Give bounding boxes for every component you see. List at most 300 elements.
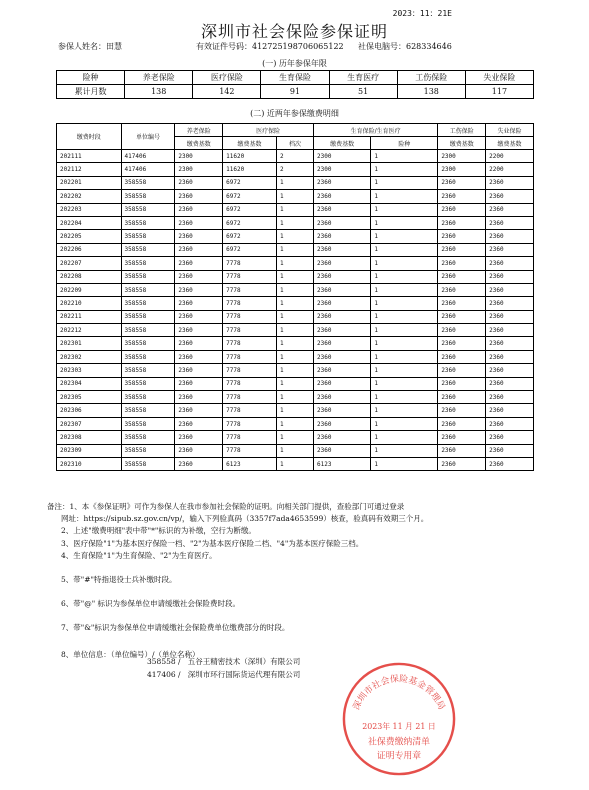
detail-row (57, 404, 534, 417)
maternity-base-cell: 2300 (314, 150, 371, 163)
detail-row (57, 216, 534, 229)
detail-row (57, 203, 534, 216)
period-header: 缴费时段 (57, 124, 122, 150)
unit-code-cell: 358558 (121, 404, 175, 417)
pension-base-cell: 2300 (175, 150, 223, 163)
pension-base-cell: 2360 (175, 257, 223, 270)
period-cell: 202204 (57, 216, 122, 229)
medical-grade-cell: 1 (276, 377, 313, 390)
maternity-base-cell: 2360 (314, 377, 371, 390)
period-cell: 202210 (57, 297, 122, 310)
detail-header-row (57, 124, 534, 137)
injury-base-cell: 2360 (438, 444, 486, 457)
maternity-base-cell: 2360 (314, 203, 371, 216)
unit-code-cell: 358558 (121, 431, 175, 444)
injury-base-cell: 2360 (438, 230, 486, 243)
grade-header: 档次 (276, 137, 313, 150)
base-header: 缴费基数 (438, 137, 486, 150)
maternity-type-cell: 1 (371, 310, 438, 323)
detail-row (57, 257, 534, 270)
note-4: 4、生育保险"1"为生育保险、"2"为生育医疗。 (61, 550, 217, 560)
id-number: 有效证件号码：412725198706065122 (196, 42, 344, 51)
maternity-type-cell: 1 (371, 190, 438, 203)
maternity-base-cell: 2360 (314, 216, 371, 229)
pension-base-cell: 2360 (175, 270, 223, 283)
summary-section-title: (一) 历年参保年限 (262, 59, 327, 68)
detail-row (57, 297, 534, 310)
unit-code-cell: 358558 (121, 283, 175, 296)
summary-header-cell: 险种 (57, 71, 125, 85)
pension-base-cell: 2360 (175, 391, 223, 404)
maternity-type-cell: 1 (371, 283, 438, 296)
unemployment-base-cell: 2360 (486, 350, 534, 363)
medical-base-cell: 6972 (223, 190, 277, 203)
injury-base-cell: 2360 (438, 283, 486, 296)
summary-table (56, 70, 534, 99)
period-cell: 202112 (57, 163, 122, 176)
unit-code: 417406 / (147, 669, 181, 679)
unemployment-base-cell: 2360 (486, 417, 534, 430)
medical-grade-cell: 2 (276, 163, 313, 176)
unemployment-base-cell: 2360 (486, 216, 534, 229)
medical-base-cell: 7778 (223, 297, 277, 310)
injury-base-cell: 2360 (438, 216, 486, 229)
injury-base-cell: 2360 (438, 337, 486, 350)
medical-base-cell: 7778 (223, 283, 277, 296)
injury-base-cell: 2360 (438, 190, 486, 203)
maternity-base-cell: 6123 (314, 457, 371, 470)
medical-base-cell: 7778 (223, 350, 277, 363)
maternity-base-cell: 2360 (314, 324, 371, 337)
pension-base-cell: 2360 (175, 283, 223, 296)
period-cell: 202207 (57, 257, 122, 270)
unit-name: 深圳市环行国际货运代理有限公司 (187, 669, 301, 679)
maternity-type-cell: 1 (371, 377, 438, 390)
notes-block (47, 501, 527, 661)
summary-cell: 138 (397, 85, 465, 99)
note-5: 5、带"#"特指退役士兵补缴时段。 (61, 575, 177, 585)
medical-base-cell: 7778 (223, 417, 277, 430)
maternity-base-cell: 2360 (314, 431, 371, 444)
unemployment-base-cell: 2360 (486, 404, 534, 417)
injury-base-cell: 2360 (438, 203, 486, 216)
pension-base-cell: 2360 (175, 444, 223, 457)
injury-base-cell: 2360 (438, 310, 486, 323)
medical-base-cell: 7778 (223, 324, 277, 337)
period-cell: 202111 (57, 150, 122, 163)
unit-code-cell: 358558 (121, 243, 175, 256)
summary-cell: 累计月数 (57, 85, 125, 99)
unit-list (147, 656, 300, 681)
summary-header-cell: 失业保险 (465, 71, 533, 85)
maternity-header: 生育保险/生育医疗 (314, 124, 438, 137)
maternity-base-cell: 2360 (314, 176, 371, 189)
medical-base-cell: 7778 (223, 377, 277, 390)
medical-base-cell: 7778 (223, 431, 277, 444)
medical-grade-cell: 1 (276, 216, 313, 229)
pension-base-cell: 2360 (175, 377, 223, 390)
medical-base-cell: 7778 (223, 444, 277, 457)
medical-grade-cell: 1 (276, 283, 313, 296)
medical-base-cell: 6123 (223, 457, 277, 470)
seal-line-2: 证明专用章 (376, 751, 422, 762)
period-cell: 202308 (57, 431, 122, 444)
detail-row (57, 431, 534, 444)
maternity-type-cell: 1 (371, 163, 438, 176)
injury-base-cell: 2360 (438, 324, 486, 337)
pension-header: 养老保险 (175, 124, 223, 137)
injury-base-cell: 2360 (438, 457, 486, 470)
medical-base-cell: 7778 (223, 270, 277, 283)
period-cell: 202201 (57, 176, 122, 189)
maternity-base-cell: 2360 (314, 391, 371, 404)
note-2: 2、上述"缴费明细"表中带"*"标识的为补缴，空行为断缴。 (61, 526, 256, 536)
unemployment-base-cell: 2360 (486, 257, 534, 270)
maternity-base-cell: 2300 (314, 163, 371, 176)
detail-row (57, 457, 534, 470)
pension-base-cell: 2360 (175, 417, 223, 430)
seal-line-1: 社保费缴纳清单 (368, 737, 430, 748)
unemployment-base-cell: 2360 (486, 176, 534, 189)
medical-grade-cell: 1 (276, 350, 313, 363)
injury-base-cell: 2360 (438, 364, 486, 377)
maternity-type-cell: 1 (371, 404, 438, 417)
unit-code-cell: 358558 (121, 190, 175, 203)
detail-row (57, 310, 534, 323)
medical-grade-cell: 1 (276, 404, 313, 417)
unemployment-base-cell: 2360 (486, 431, 534, 444)
pension-base-cell: 2360 (175, 297, 223, 310)
medical-base-cell: 7778 (223, 364, 277, 377)
medical-grade-cell: 1 (276, 257, 313, 270)
detail-section-title: (二) 近两年参保缴费明细 (250, 109, 339, 118)
medical-grade-cell: 1 (276, 230, 313, 243)
note-7: 7、带"&"标识为参保单位申请缓缴社会保险费单位缴费部分的时段。 (61, 623, 290, 633)
unit-code-cell: 358558 (121, 216, 175, 229)
injury-base-cell: 2360 (438, 176, 486, 189)
pension-base-cell: 2360 (175, 324, 223, 337)
period-cell: 202206 (57, 243, 122, 256)
pension-base-cell: 2360 (175, 230, 223, 243)
period-cell: 202309 (57, 444, 122, 457)
unemployment-base-cell: 2360 (486, 324, 534, 337)
unemployment-base-cell: 2360 (486, 364, 534, 377)
pension-base-cell: 2360 (175, 176, 223, 189)
medical-grade-cell: 1 (276, 391, 313, 404)
base-header: 缴费基数 (486, 137, 534, 150)
maternity-base-cell: 2360 (314, 337, 371, 350)
unemployment-base-cell: 2360 (486, 243, 534, 256)
unit-code-cell: 358558 (121, 257, 175, 270)
unemployment-base-cell: 2360 (486, 230, 534, 243)
maternity-type-cell: 1 (371, 431, 438, 444)
injury-base-cell: 2360 (438, 257, 486, 270)
unit-code-cell: 358558 (121, 297, 175, 310)
period-cell: 202208 (57, 270, 122, 283)
unit-code-cell: 417406 (121, 150, 175, 163)
period-cell: 202301 (57, 337, 122, 350)
maternity-base-cell: 2360 (314, 444, 371, 457)
medical-base-cell: 7778 (223, 310, 277, 323)
medical-grade-cell: 1 (276, 444, 313, 457)
unemployment-base-cell: 2360 (486, 391, 534, 404)
detail-row (57, 364, 534, 377)
unemployment-base-cell: 2360 (486, 270, 534, 283)
period-cell: 202303 (57, 364, 122, 377)
insured-name: 参保人姓名：田慧 (58, 42, 122, 51)
pension-base-cell: 2360 (175, 431, 223, 444)
medical-base-cell: 6972 (223, 243, 277, 256)
maternity-type-cell: 1 (371, 337, 438, 350)
detail-row (57, 444, 534, 457)
medical-grade-cell: 1 (276, 417, 313, 430)
unit-code-cell: 358558 (121, 203, 175, 216)
maternity-type-cell: 1 (371, 243, 438, 256)
base-header: 缴费基数 (223, 137, 277, 150)
medical-grade-cell: 1 (276, 310, 313, 323)
unit-code-cell: 358558 (121, 310, 175, 323)
injury-header: 工伤保险 (438, 124, 486, 137)
pension-base-cell: 2360 (175, 203, 223, 216)
injury-base-cell: 2300 (438, 163, 486, 176)
pension-base-cell: 2360 (175, 243, 223, 256)
unit-code-cell: 358558 (121, 176, 175, 189)
period-cell: 202310 (57, 457, 122, 470)
note-3: 3、医疗保险"1"为基本医疗保险一档、"2"为基本医疗保险二档、"4"为基本医疗保险三档。 (61, 538, 364, 548)
unemployment-base-cell: 2360 (486, 457, 534, 470)
pension-base-cell: 2360 (175, 190, 223, 203)
period-cell: 202211 (57, 310, 122, 323)
summary-header-cell: 养老保险 (125, 71, 193, 85)
unit-code-cell: 358558 (121, 270, 175, 283)
detail-row (57, 417, 534, 430)
injury-base-cell: 2300 (438, 150, 486, 163)
pension-base-cell: 2360 (175, 337, 223, 350)
detail-row (57, 283, 534, 296)
detail-row (57, 176, 534, 189)
note-8: 8、单位信息：（单位编号）/（单位名称） (61, 649, 200, 659)
unemployment-header: 失业保险 (486, 124, 534, 137)
detail-row (57, 230, 534, 243)
medical-grade-cell: 1 (276, 297, 313, 310)
medical-grade-cell: 1 (276, 324, 313, 337)
unemployment-base-cell: 2200 (486, 150, 534, 163)
note-6: 6、带"@" 标识为参保单位申请缓缴社会保险费时段。 (61, 599, 241, 609)
injury-base-cell: 2360 (438, 377, 486, 390)
injury-base-cell: 2360 (438, 350, 486, 363)
injury-base-cell: 2360 (438, 417, 486, 430)
maternity-base-cell: 2360 (314, 297, 371, 310)
summary-cell: 117 (465, 85, 533, 99)
medical-base-cell: 7778 (223, 391, 277, 404)
unit-code-header: 单位编号 (121, 124, 175, 150)
summary-cell: 51 (329, 85, 397, 99)
period-cell: 202203 (57, 203, 122, 216)
detail-row (57, 391, 534, 404)
unit-code-cell: 358558 (121, 230, 175, 243)
pension-base-cell: 2360 (175, 350, 223, 363)
social-security-number: 社保电脑号：628334646 (358, 42, 452, 51)
maternity-type-cell: 1 (371, 216, 438, 229)
period-cell: 202212 (57, 324, 122, 337)
summary-value-row (57, 85, 534, 99)
maternity-base-cell: 2360 (314, 364, 371, 377)
maternity-type-cell: 1 (371, 324, 438, 337)
medical-grade-cell: 1 (276, 337, 313, 350)
maternity-type-cell: 1 (371, 350, 438, 363)
medical-base-cell: 6972 (223, 176, 277, 189)
maternity-base-cell: 2360 (314, 230, 371, 243)
injury-base-cell: 2360 (438, 391, 486, 404)
pension-base-cell: 2360 (175, 310, 223, 323)
unit-name: 五谷王精密技术（深圳）有限公司 (187, 657, 301, 666)
detail-row (57, 150, 534, 163)
summary-header-cell: 生育保险 (261, 71, 329, 85)
unemployment-base-cell: 2360 (486, 190, 534, 203)
detail-row (57, 324, 534, 337)
detail-row (57, 190, 534, 203)
period-cell: 202205 (57, 230, 122, 243)
medical-grade-cell: 1 (276, 270, 313, 283)
risk-type-header: 险种 (371, 137, 438, 150)
note-1-verification: 网址：https://sipub.sz.gov.cn/vp/，输入下列验真码（3357f7ada4653599）核查，验真码有效期三个月。 (61, 514, 429, 524)
period-cell: 202306 (57, 404, 122, 417)
maternity-type-cell: 1 (371, 270, 438, 283)
maternity-type-cell: 1 (371, 417, 438, 430)
maternity-base-cell: 2360 (314, 257, 371, 270)
seal-ring-text: 深圳市社会保险基金管理局 (351, 674, 447, 712)
seal-date: 2023年 11 月 21 日 (362, 721, 436, 731)
unemployment-base-cell: 2360 (486, 283, 534, 296)
unemployment-base-cell: 2360 (486, 297, 534, 310)
medical-base-cell: 7778 (223, 337, 277, 350)
period-cell: 202209 (57, 283, 122, 296)
maternity-base-cell: 2360 (314, 310, 371, 323)
maternity-base-cell: 2360 (314, 270, 371, 283)
summary-cell: 142 (193, 85, 261, 99)
medical-header: 医疗保险 (223, 124, 314, 137)
maternity-base-cell: 2360 (314, 190, 371, 203)
period-cell: 202304 (57, 377, 122, 390)
medical-base-cell: 11620 (223, 163, 277, 176)
maternity-type-cell: 1 (371, 203, 438, 216)
medical-grade-cell: 2 (276, 150, 313, 163)
injury-base-cell: 2360 (438, 297, 486, 310)
detail-row (57, 163, 534, 176)
note-1: 备注：1、本《参保证明》可作为参保人在我市参加社会保险的证明。向相关部门提供，查验部门可通过登录 (47, 502, 405, 511)
maternity-type-cell: 1 (371, 176, 438, 189)
unemployment-base-cell: 2360 (486, 310, 534, 323)
unit-code-cell: 358558 (121, 391, 175, 404)
maternity-type-cell: 1 (371, 364, 438, 377)
summary-header-row (57, 71, 534, 85)
contribution-detail-table (56, 123, 534, 471)
summary-header-cell: 医疗保险 (193, 71, 261, 85)
detail-row (57, 270, 534, 283)
pension-base-cell: 2360 (175, 216, 223, 229)
medical-base-cell: 6972 (223, 216, 277, 229)
maternity-type-cell: 1 (371, 150, 438, 163)
unit-code-cell: 358558 (121, 364, 175, 377)
official-seal-stamp (340, 660, 458, 778)
maternity-type-cell: 1 (371, 297, 438, 310)
pension-base-cell: 2360 (175, 457, 223, 470)
unemployment-base-cell: 2360 (486, 444, 534, 457)
summary-cell: 91 (261, 85, 329, 99)
maternity-base-cell: 2360 (314, 404, 371, 417)
unit-item (147, 669, 300, 682)
medical-base-cell: 7778 (223, 257, 277, 270)
summary-header-cell: 生育医疗 (329, 71, 397, 85)
medical-base-cell: 11620 (223, 150, 277, 163)
unit-code-cell: 358558 (121, 324, 175, 337)
injury-base-cell: 2360 (438, 431, 486, 444)
unit-code-cell: 358558 (121, 337, 175, 350)
unemployment-base-cell: 2200 (486, 163, 534, 176)
maternity-type-cell: 1 (371, 457, 438, 470)
unemployment-base-cell: 2360 (486, 203, 534, 216)
period-cell: 202307 (57, 417, 122, 430)
detail-row (57, 337, 534, 350)
medical-grade-cell: 1 (276, 457, 313, 470)
maternity-base-cell: 2360 (314, 350, 371, 363)
medical-base-cell: 6972 (223, 203, 277, 216)
injury-base-cell: 2360 (438, 243, 486, 256)
period-cell: 202302 (57, 350, 122, 363)
detail-row (57, 350, 534, 363)
pension-base-cell: 2360 (175, 404, 223, 417)
maternity-base-cell: 2360 (314, 417, 371, 430)
unit-code-cell: 417406 (121, 163, 175, 176)
injury-base-cell: 2360 (438, 270, 486, 283)
base-header: 缴费基数 (175, 137, 223, 150)
unit-code: 358558 / (147, 657, 181, 666)
period-cell: 202305 (57, 391, 122, 404)
unemployment-base-cell: 2360 (486, 337, 534, 350)
maternity-type-cell: 1 (371, 444, 438, 457)
maternity-type-cell: 1 (371, 257, 438, 270)
medical-grade-cell: 1 (276, 190, 313, 203)
page-title: 深圳市社会保险参保证明 (200, 22, 388, 41)
unit-code-cell: 358558 (121, 350, 175, 363)
medical-base-cell: 6972 (223, 230, 277, 243)
issue-date: 2023：11：21E (392, 9, 452, 18)
summary-header-cell: 工伤保险 (397, 71, 465, 85)
summary-cell: 138 (125, 85, 193, 99)
medical-grade-cell: 1 (276, 203, 313, 216)
period-cell: 202202 (57, 190, 122, 203)
detail-row (57, 377, 534, 390)
injury-base-cell: 2360 (438, 404, 486, 417)
unit-code-cell: 358558 (121, 444, 175, 457)
pension-base-cell: 2300 (175, 163, 223, 176)
medical-grade-cell: 1 (276, 364, 313, 377)
unit-code-cell: 358558 (121, 377, 175, 390)
pension-base-cell: 2360 (175, 364, 223, 377)
maternity-type-cell: 1 (371, 230, 438, 243)
medical-grade-cell: 1 (276, 176, 313, 189)
medical-grade-cell: 1 (276, 243, 313, 256)
detail-table-body (57, 150, 534, 471)
maternity-base-cell: 2360 (314, 283, 371, 296)
detail-row (57, 243, 534, 256)
unit-code-cell: 358558 (121, 457, 175, 470)
medical-grade-cell: 1 (276, 431, 313, 444)
unit-item (147, 656, 300, 669)
maternity-base-cell: 2360 (314, 243, 371, 256)
unemployment-base-cell: 2360 (486, 377, 534, 390)
maternity-type-cell: 1 (371, 391, 438, 404)
